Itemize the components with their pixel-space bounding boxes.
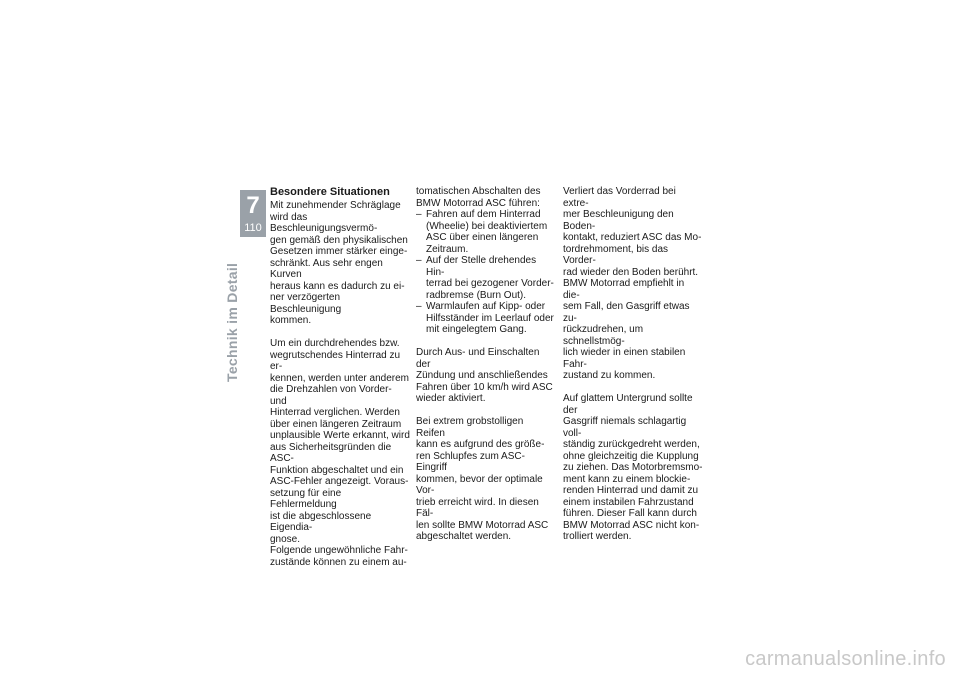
text-column-3 xyxy=(563,186,703,554)
list-item: – Warmlaufen auf Kipp- oder Hilfsständer im Leerlauf oder mit eingelegtem Gang. xyxy=(416,301,554,336)
list-item: – Fahren auf dem Hinterrad (Wheelie) bei deaktiviertem ASC über einen längeren Zeitraum. xyxy=(416,209,554,255)
watermark: carmanualsonline.info xyxy=(745,648,946,670)
chapter-side-title: Technik im Detail xyxy=(224,262,240,382)
paragraph: Durch Aus- und Einschalten der Zündung und anschließendes Fahren über 10 km/h wird ASC wieder aktiviert. xyxy=(416,347,553,404)
text-column-1 xyxy=(270,186,410,580)
paragraph: Mit zunehmender Schräglage wird das Beschleunigungsvermö- gen gemäß den physikalischen Gesetzen immer stärker einge- schränkt. Aus sehr engen Kurven heraus kann es dadurch zu ei- ner verzögerten Beschleunigung kommen. xyxy=(270,200,408,326)
chapter-number: 7 xyxy=(246,192,260,219)
section-heading: Besondere Situationen xyxy=(270,186,390,198)
paragraph: Verliert das Vorderrad bei extre- mer Beschleunigung den Boden- kontakt, reduziert ASC das Mo- tordrehmoment, bis das Vorder- rad wieder den Boden berührt. BMW Motorrad empfiehlt in die- sem Fall, den Gasgriff etwas zu- rückzudrehen, um schnellstmög- lich wieder in einen stabilen Fahr- zustand zu kommen. xyxy=(563,186,702,381)
page-number: 110 xyxy=(244,222,262,234)
text-column-2 xyxy=(416,186,554,554)
paragraph: Um ein durchdrehendes bzw. wegrutschendes Hinterrad zu er- kennen, werden unter anderem die Drehzahlen von Vorder- und Hinterrad verglichen. Werden über einen längeren Zeitraum unplausible Werte erkannt, wird aus Sicherheitsgründen die ASC- Funktion abgeschaltet und ein ASC-Fehler angezeigt. Voraus- setzung für eine Fehlermeldung ist die abgeschlossene Eigendia- gnose. xyxy=(270,338,410,545)
condition-list xyxy=(416,209,554,336)
paragraph: Auf glattem Untergrund sollte der Gasgriff niemals schlagartig voll- ständig zurückgedreht werden, ohne gleichzeitig die Kupplung zu ziehen. Das Motorbremsmo- ment kann zu einem blockie- renden Hinterrad und damit zu einem instabilen Fahrzustand führen. Dieser Fall kann durch BMW Motorrad ASC nicht kon- trolliert werden. xyxy=(563,393,703,542)
chapter-tab xyxy=(240,190,266,237)
paragraph: Bei extrem grobstolligen Reifen kann es aufgrund des größe- ren Schlupfes zum ASC-Eingriff kommen, bevor der optimale Vor- trieb erreicht wird. In diesen Fäl- len sollte BMW Motorrad ASC abgeschaltet werden. xyxy=(416,416,549,542)
paragraph: tomatischen Abschalten des BMW Motorrad ASC führen: xyxy=(416,186,541,209)
list-item: – Auf der Stelle drehendes Hin- terrad bei gezogener Vorder- radbremse (Burn Out). xyxy=(416,255,554,301)
paragraph: Folgende ungewöhnliche Fahr- zustände können zu einem au- xyxy=(270,545,408,568)
